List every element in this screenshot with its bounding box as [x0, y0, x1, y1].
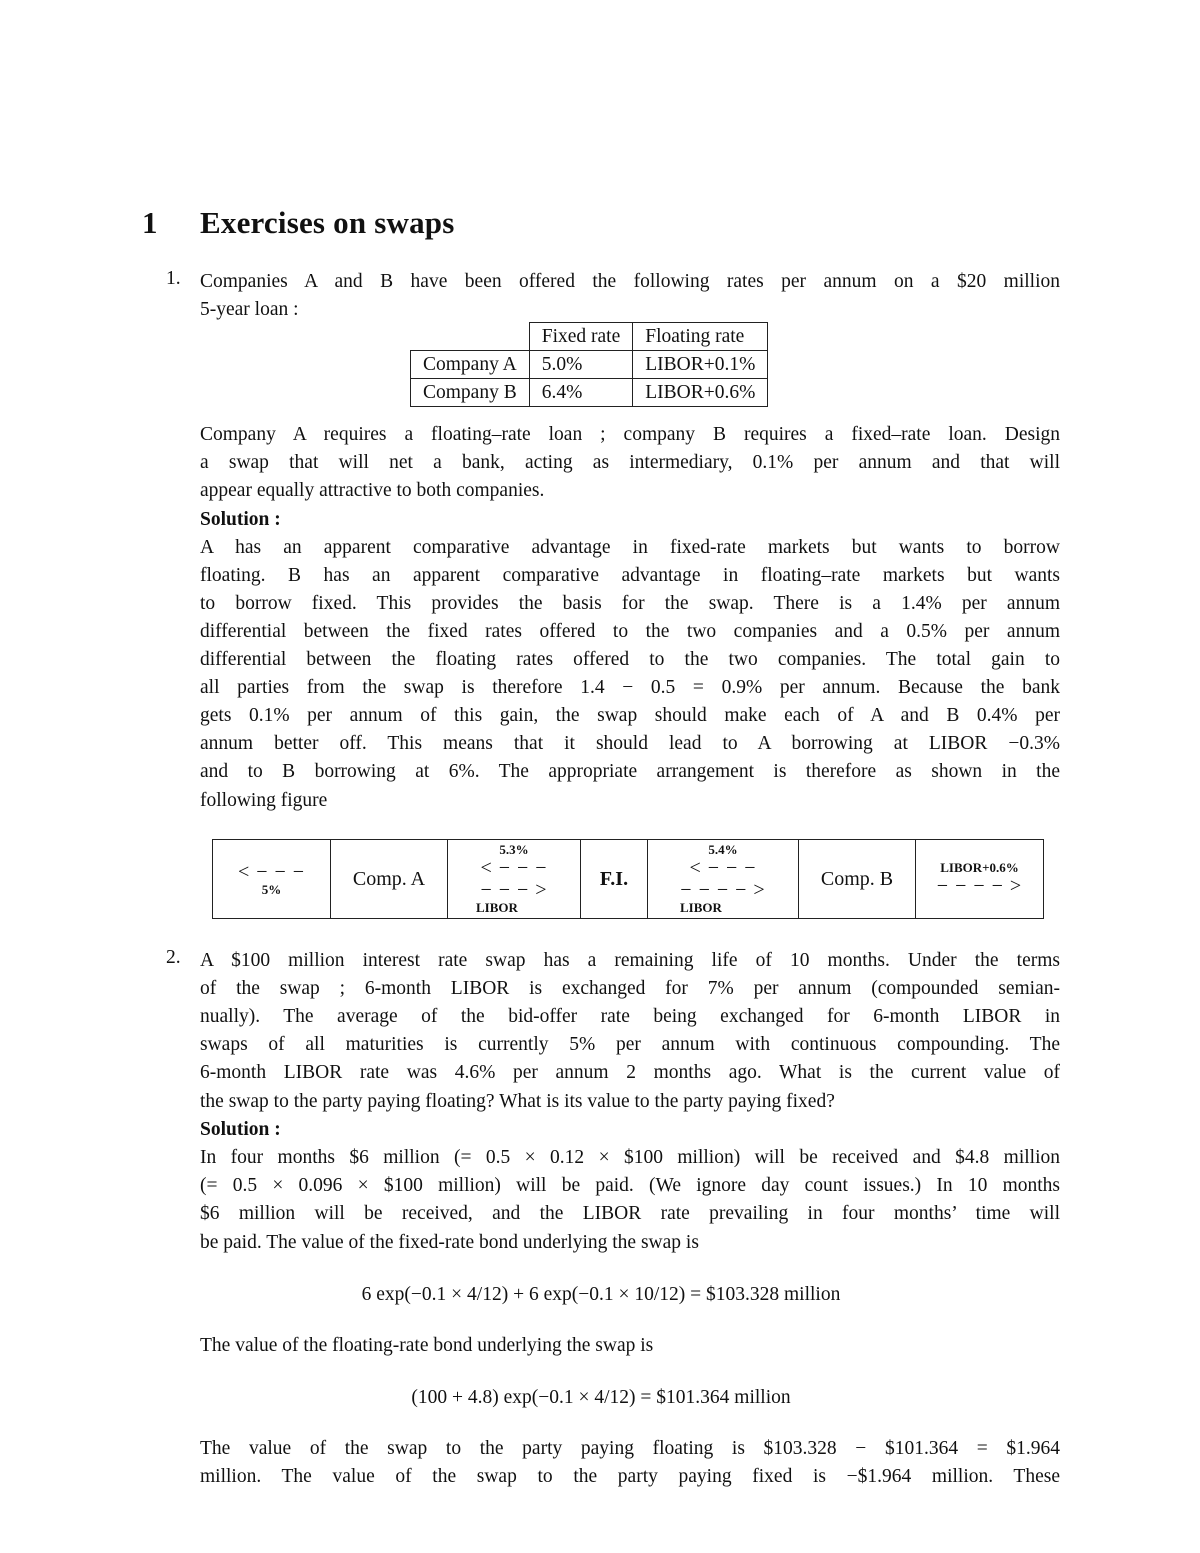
node-label: Comp. A: [352, 867, 426, 890]
rate-label: 5.4%: [708, 842, 738, 857]
rates-table-header: [411, 323, 768, 351]
ex1-solution-line: and to B borrowing at 6%. The appropriate arrangement is therefore as shown in the: [200, 761, 1060, 782]
ex1-solution-line: differential between the floating rates offered to the two companies. The total gain to: [200, 649, 1060, 670]
arrow-left: < − − −: [689, 857, 757, 879]
ex1-question-line: appear equally attractive to both companies.: [200, 480, 545, 501]
section-heading: [142, 205, 455, 241]
ex1-solution-line: floating. B has an apparent comparative advantage in floating–rate markets but wants: [200, 565, 1060, 586]
table-cell-company: Company A: [411, 351, 530, 379]
table-row: [411, 351, 768, 379]
ex1-solution-line: annum better off. This means that it should lead to A borrowing at LIBOR −0.3%: [200, 733, 1060, 754]
solution-label: Solution :: [200, 1119, 281, 1140]
ex1-line: 5-year loan :: [200, 299, 299, 320]
table-cell-fixed: 5.0%: [529, 351, 633, 379]
arrow-left: < − − −: [237, 861, 306, 883]
ex2-solution-line: be paid. The value of the fixed-rate bond underlying the swap is: [200, 1232, 699, 1253]
node-label: Comp. B: [820, 867, 894, 890]
ex2-question-line: of the swap ; 6-month LIBOR is exchanged for 7% per annum (compounded semian-: [200, 978, 1060, 999]
ex2-text-line: The value of the floating-rate bond underlying the swap is: [200, 1335, 654, 1356]
ex1-solution-line: to borrow fixed. This provides the basis for the swap. There is a 1.4% per annum: [200, 593, 1060, 614]
diagram-node-fi: [581, 840, 648, 919]
diagram-node-comp-b: [799, 840, 916, 919]
ex1-solution-line: gets 0.1% per annum of this gain, the swap should make each of A and B 0.4% per: [200, 705, 1060, 726]
exercise-1-number: 1.: [166, 268, 181, 289]
ex1-solution-line: differential between the fixed rates offered to the two companies and a 0.5% per annum: [200, 621, 1060, 642]
ex2-question-line: the swap to the party paying floating? What is its value to the party paying fixed?: [200, 1091, 835, 1112]
table-cell-fixed: 6.4%: [529, 379, 633, 407]
equation-fixed-bond: 6 exp(−0.1 × 4/12) + 6 exp(−0.1 × 10/12) = $103.328 million: [361, 1284, 841, 1305]
equation-floating-bond: (100 + 4.8) exp(−0.1 × 4/12) = $101.364 million: [411, 1387, 791, 1408]
ex2-question-line: nually). The average of the bid-offer rate being exchanged for 6-month LIBOR in: [200, 1006, 1060, 1027]
rate-label: LIBOR: [476, 900, 518, 915]
ex1-question-line: a swap that will net a bank, acting as intermediary, 0.1% per annum and that will: [200, 452, 1060, 473]
ex1-question-line: Company A requires a floating–rate loan ; company B requires a fixed–rate loan. Design: [200, 424, 1060, 445]
section-title: Exercises on swaps: [200, 205, 455, 240]
ex2-question-line: A $100 million interest rate swap has a remaining life of 10 months. Under the terms: [200, 950, 1060, 971]
table-cell-floating: LIBOR+0.6%: [633, 379, 768, 407]
rate-label: LIBOR: [680, 900, 722, 915]
swap-diagram: [212, 839, 1044, 919]
solution-label: Solution :: [200, 509, 281, 530]
ex2-question-line: swaps of all maturities is currently 5% per annum with continuous compounding. The: [200, 1034, 1060, 1055]
arrow-right: − − − − >: [680, 879, 766, 901]
arrow-right: − − − − >: [936, 875, 1023, 897]
arrow-right: − − − >: [480, 879, 548, 901]
ex1-line: Companies A and B have been offered the following rates per annum on a $20 million: [200, 271, 1060, 292]
table-corner: [411, 323, 530, 351]
section-number: 1: [142, 205, 158, 240]
table-cell-company: Company B: [411, 379, 530, 407]
node-label: F.I.: [599, 867, 629, 890]
diagram-cell-fi-b: [648, 840, 799, 919]
diagram-cell-a-fi: [448, 840, 581, 919]
ex2-final-line: The value of the swap to the party paying floating is $103.328 − $101.364 = $1.964: [200, 1438, 1060, 1459]
exercise-2-number: 2.: [166, 947, 181, 968]
diagram-cell-right: [916, 840, 1044, 919]
ex1-solution-line: following figure: [200, 790, 328, 811]
ex2-solution-line: In four months $6 million (= 0.5 × 0.12 × $100 million) will be received and $4.8 million: [200, 1147, 1060, 1168]
ex1-solution-line: all parties from the swap is therefore 1.4 − 0.5 = 0.9% per annum. Because the bank: [200, 677, 1060, 698]
diagram-cell-left: [213, 840, 331, 919]
table-row: [411, 379, 768, 407]
rate-label: 5.3%: [499, 842, 529, 857]
arrow-left: < − − −: [480, 857, 548, 879]
table-header: Floating rate: [633, 323, 768, 351]
rates-table: [410, 322, 768, 407]
rate-label: 5%: [261, 882, 282, 897]
ex2-solution-line: $6 million will be received, and the LIBOR rate prevailing in four months’ time will: [200, 1203, 1060, 1224]
table-cell-floating: LIBOR+0.1%: [633, 351, 768, 379]
ex1-solution-line: A has an apparent comparative advantage in fixed-rate markets but wants to borrow: [200, 537, 1060, 558]
table-header: Fixed rate: [529, 323, 633, 351]
rate-label: LIBOR+0.6%: [940, 860, 1019, 875]
ex2-final-line: million. The value of the swap to the party paying fixed is −$1.964 million. These: [200, 1466, 1060, 1487]
ex2-question-line: 6-month LIBOR rate was 4.6% per annum 2 months ago. What is the current value of: [200, 1062, 1060, 1083]
diagram-node-comp-a: [331, 840, 448, 919]
ex2-solution-line: (= 0.5 × 0.096 × $100 million) will be paid. (We ignore day count issues.) In 10 months: [200, 1175, 1060, 1196]
